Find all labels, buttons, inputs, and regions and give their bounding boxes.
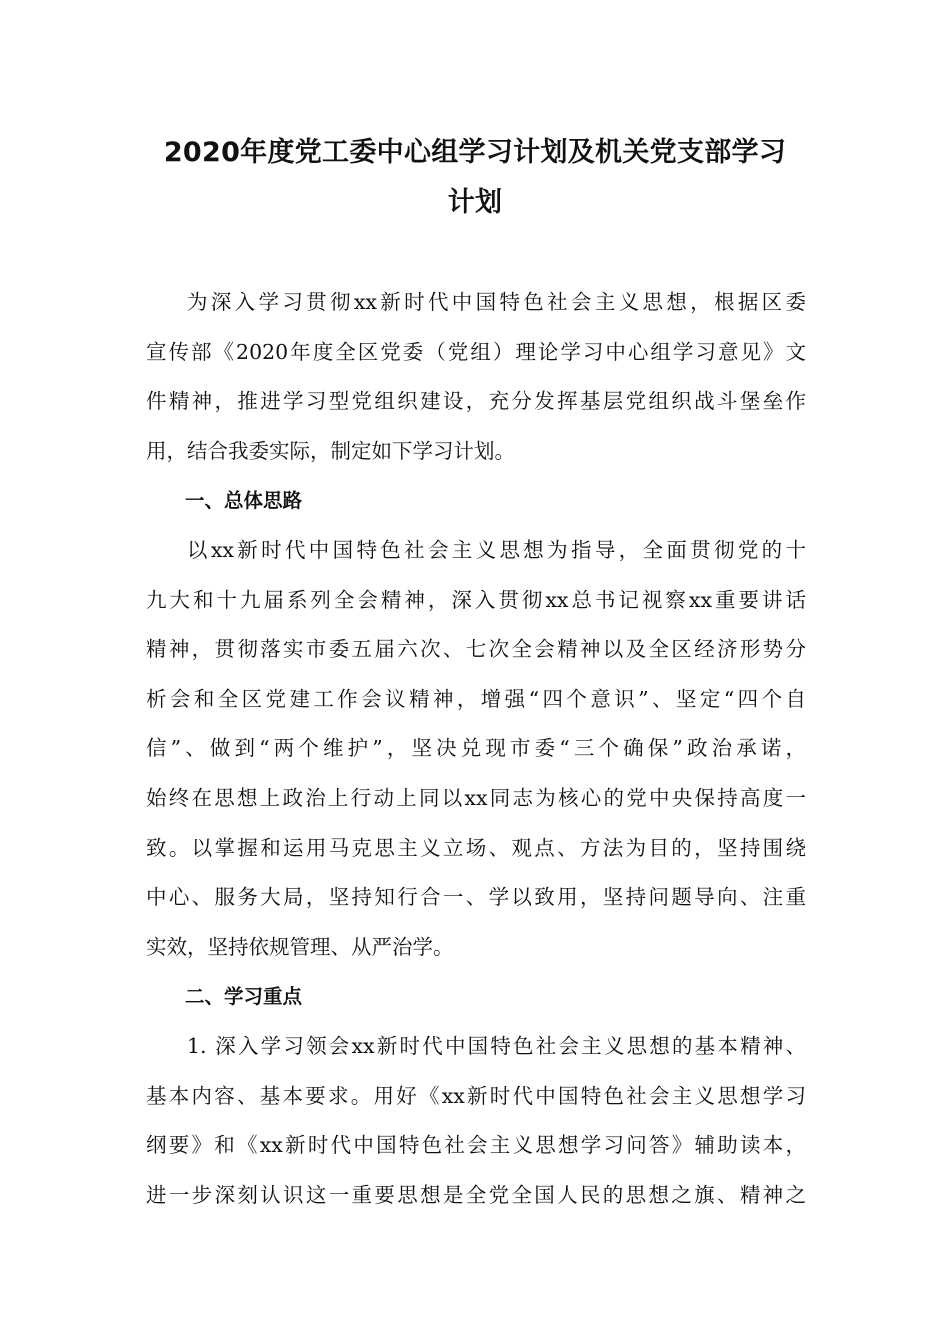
document-body	[146, 278, 806, 1220]
intro-line-2: 宣传部《2020年度全区党委（党组）理论学习中心组学习意见》文	[146, 339, 806, 364]
section-heading-2: 二、学习重点	[185, 985, 303, 1009]
intro-line-4: 用，结合我委实际，制定如下学习计划。	[146, 438, 515, 463]
section1-line-9: 实效，坚持依规管理、从严治学。	[146, 934, 454, 959]
section1-line-5: 信”、做到“两个维护”，坚决兑现市委“三个确保”政治承诺，	[146, 736, 806, 761]
intro-line-1: 为深入学习贯彻xx新时代中国特色社会主义思想，根据区委	[187, 290, 806, 314]
section2-line-2: 基本内容、基本要求。用好《xx新时代中国特色社会主义思想学习	[146, 1083, 806, 1108]
section1-line-3: 精神，贯彻落实市委五届六次、七次全会精神以及全区经济形势分	[146, 637, 806, 662]
intro-line-3: 件精神，推进学习型党组织建设，充分发挥基层党组织战斗堡垒作	[146, 389, 806, 414]
section1-line-8: 中心、服务大局，坚持知行合一、学以致用，坚持问题导向、注重	[146, 885, 806, 910]
section1-line-2: 九大和十九届系列全会精神，深入贯彻xx总书记视察xx重要讲话	[146, 587, 806, 612]
section1-line-6: 始终在思想上政治上行动上同以xx同志为核心的党中央保持高度一	[146, 785, 806, 810]
intro-paragraph	[146, 278, 806, 476]
section1-line-7: 致。以掌握和运用马克思主义立场、观点、方法为目的，坚持围绕	[146, 835, 806, 860]
section1-line-1: 以xx新时代中国特色社会主义思想为指导，全面贯彻党的十	[187, 537, 806, 562]
section2-line-1: 1. 深入学习领会xx新时代中国特色社会主义思想的基本精神、	[187, 1033, 806, 1058]
document-title	[120, 128, 830, 228]
section1-line-4: 析会和全区党建工作会议精神，增强“四个意识”、坚定“四个自	[146, 686, 806, 711]
section-heading-1: 一、总体思路	[185, 489, 303, 513]
section2-line-3: 纲要》和《xx新时代中国特色社会主义思想学习问答》辅助读本，	[146, 1133, 806, 1158]
section2-line-4: 进一步深刻认识这一重要思想是全党全国人民的思想之旗、精神之	[146, 1182, 806, 1207]
section2-paragraph	[146, 1022, 806, 1220]
section1-paragraph	[146, 526, 806, 972]
title-line-2: 计划	[447, 187, 503, 218]
title-line-1: 2020年度党工委中心组学习计划及机关党支部学习	[163, 137, 787, 168]
